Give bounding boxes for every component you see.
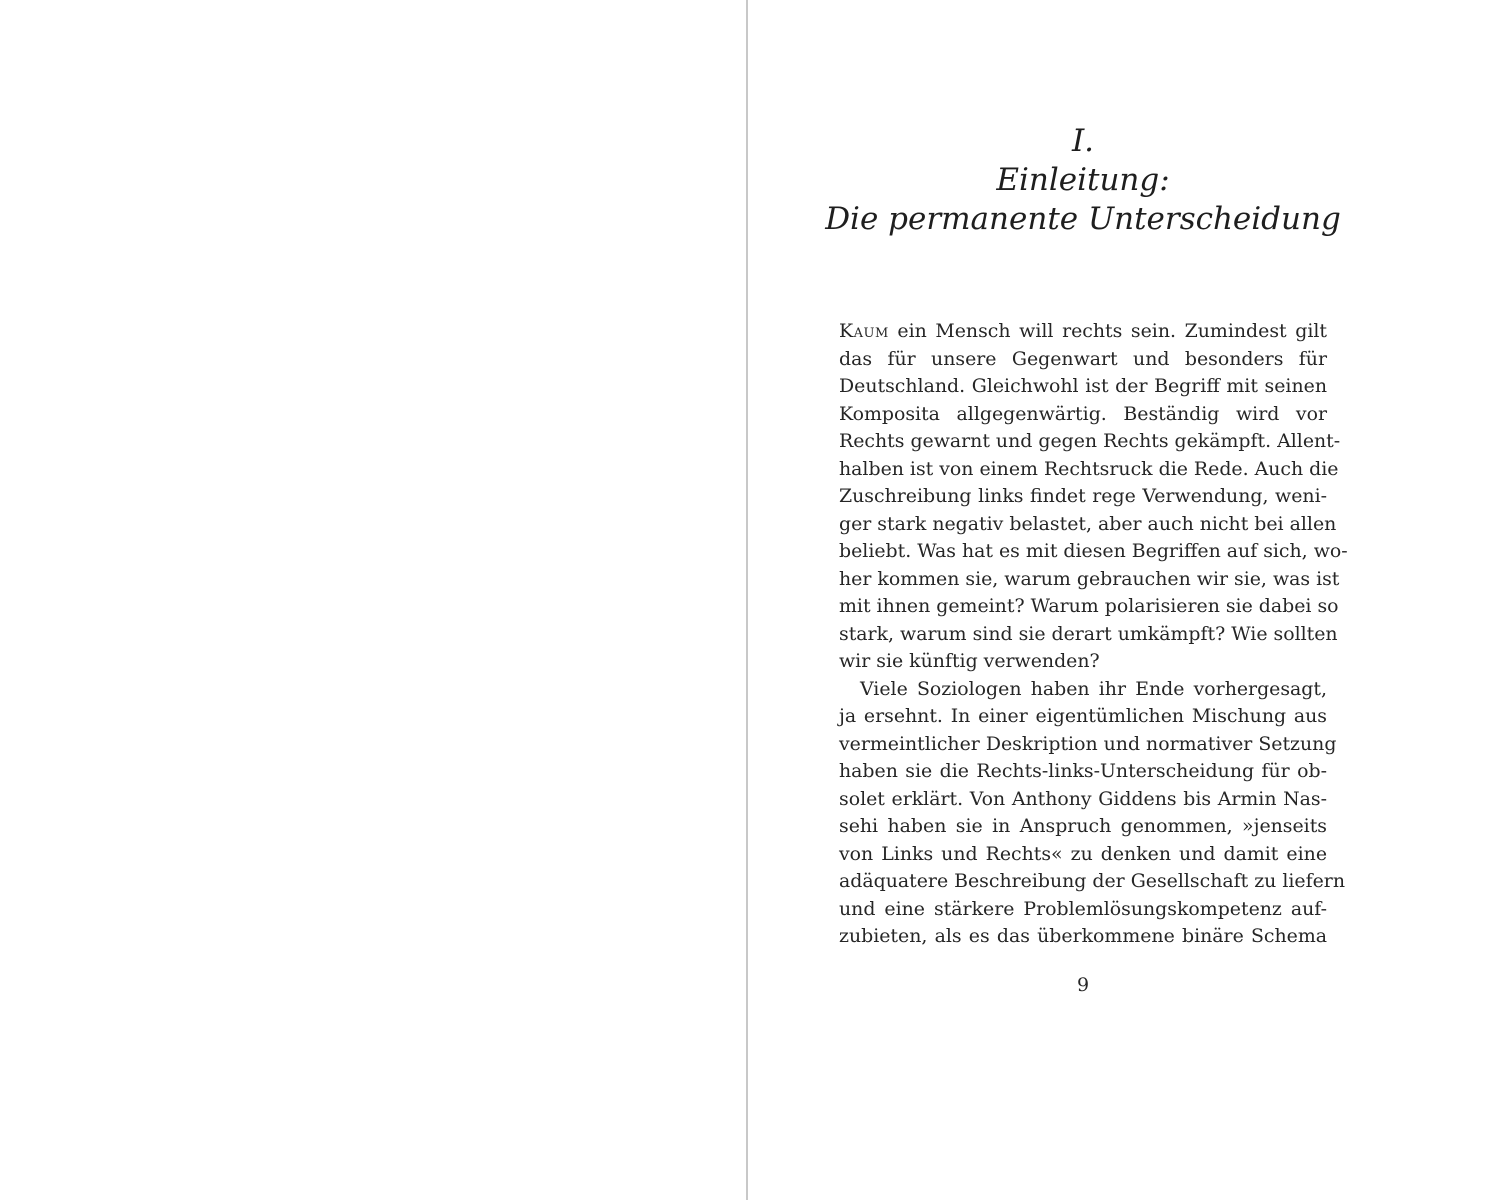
text-line: beliebt. Was hat es mit diesen Begriffen auf sich, wo- (839, 540, 1348, 562)
paragraph-1 (839, 318, 1348, 676)
text-line: von Links und Rechts« zu denken und damit eine (839, 842, 1327, 865)
text-line: und eine stärkere Problemlösungskompetenz auf- (839, 897, 1327, 920)
text-line: halben ist von einem Rechtsruck die Rede. Auch die (839, 457, 1339, 480)
text-line: Zuschreibung links findet rege Verwendung, weni- (839, 485, 1327, 507)
chapter-title-line-1: Einleitung: (996, 162, 1170, 198)
text-line: Viele Soziologen haben ihr Ende vorhergesagt, (860, 677, 1327, 700)
text-line: Rechts gewarnt und gegen Rechts gekämpft. Allent- (839, 430, 1341, 452)
chapter-title-line-2: Die permanente Unterscheidung (825, 201, 1341, 237)
opening-word: Kaum (839, 320, 889, 342)
text-line: wir sie künftig verwenden? (839, 650, 1100, 672)
body-text (839, 318, 1348, 951)
text-line: stark, warum sind sie derart umkämpft? Wie sollten (839, 622, 1338, 645)
text-line: vermeintlicher Deskription und normativer Setzung (839, 732, 1337, 755)
text-line: ja ersehnt. In einer eigentümlichen Mischung aus (839, 705, 1327, 727)
chapter-number: I. (1071, 123, 1095, 159)
text-line: haben sie die Rechts-links-Unterscheidung für ob- (839, 760, 1327, 782)
text-line (839, 318, 1327, 346)
text-line: das für unsere Gegenwart und besonders für (839, 347, 1327, 370)
text-line: zubieten, als es das überkommene binäre Schema (839, 925, 1327, 947)
chapter-heading (748, 122, 1418, 239)
text-line: her kommen sie, warum gebrauchen wir sie, was ist (839, 567, 1340, 590)
page-number: 9 (1076, 974, 1090, 996)
right-page (748, 0, 1492, 1200)
first-line-text: ein Mensch will rechts sein. Zumindest gilt (888, 320, 1327, 342)
text-line: ger stark negativ belastet, aber auch nicht bei allen (839, 512, 1337, 535)
text-line: sehi haben sie in Anspruch genommen, »jenseits (839, 815, 1327, 837)
text-line: Deutschland. Gleichwohl ist der Begriff mit seinen (839, 375, 1327, 397)
text-line: adäquatere Beschreibung der Gesellschaft zu liefern (839, 870, 1345, 892)
paragraph-2 (839, 676, 1345, 951)
text-line: solet erklärt. Von Anthony Giddens bis Armin Nas- (839, 787, 1327, 810)
text-line: mit ihnen gemeint? Warum polarisieren sie dabei so (839, 595, 1339, 617)
text-line: Komposita allgegenwärtig. Beständig wird vor (839, 402, 1327, 425)
